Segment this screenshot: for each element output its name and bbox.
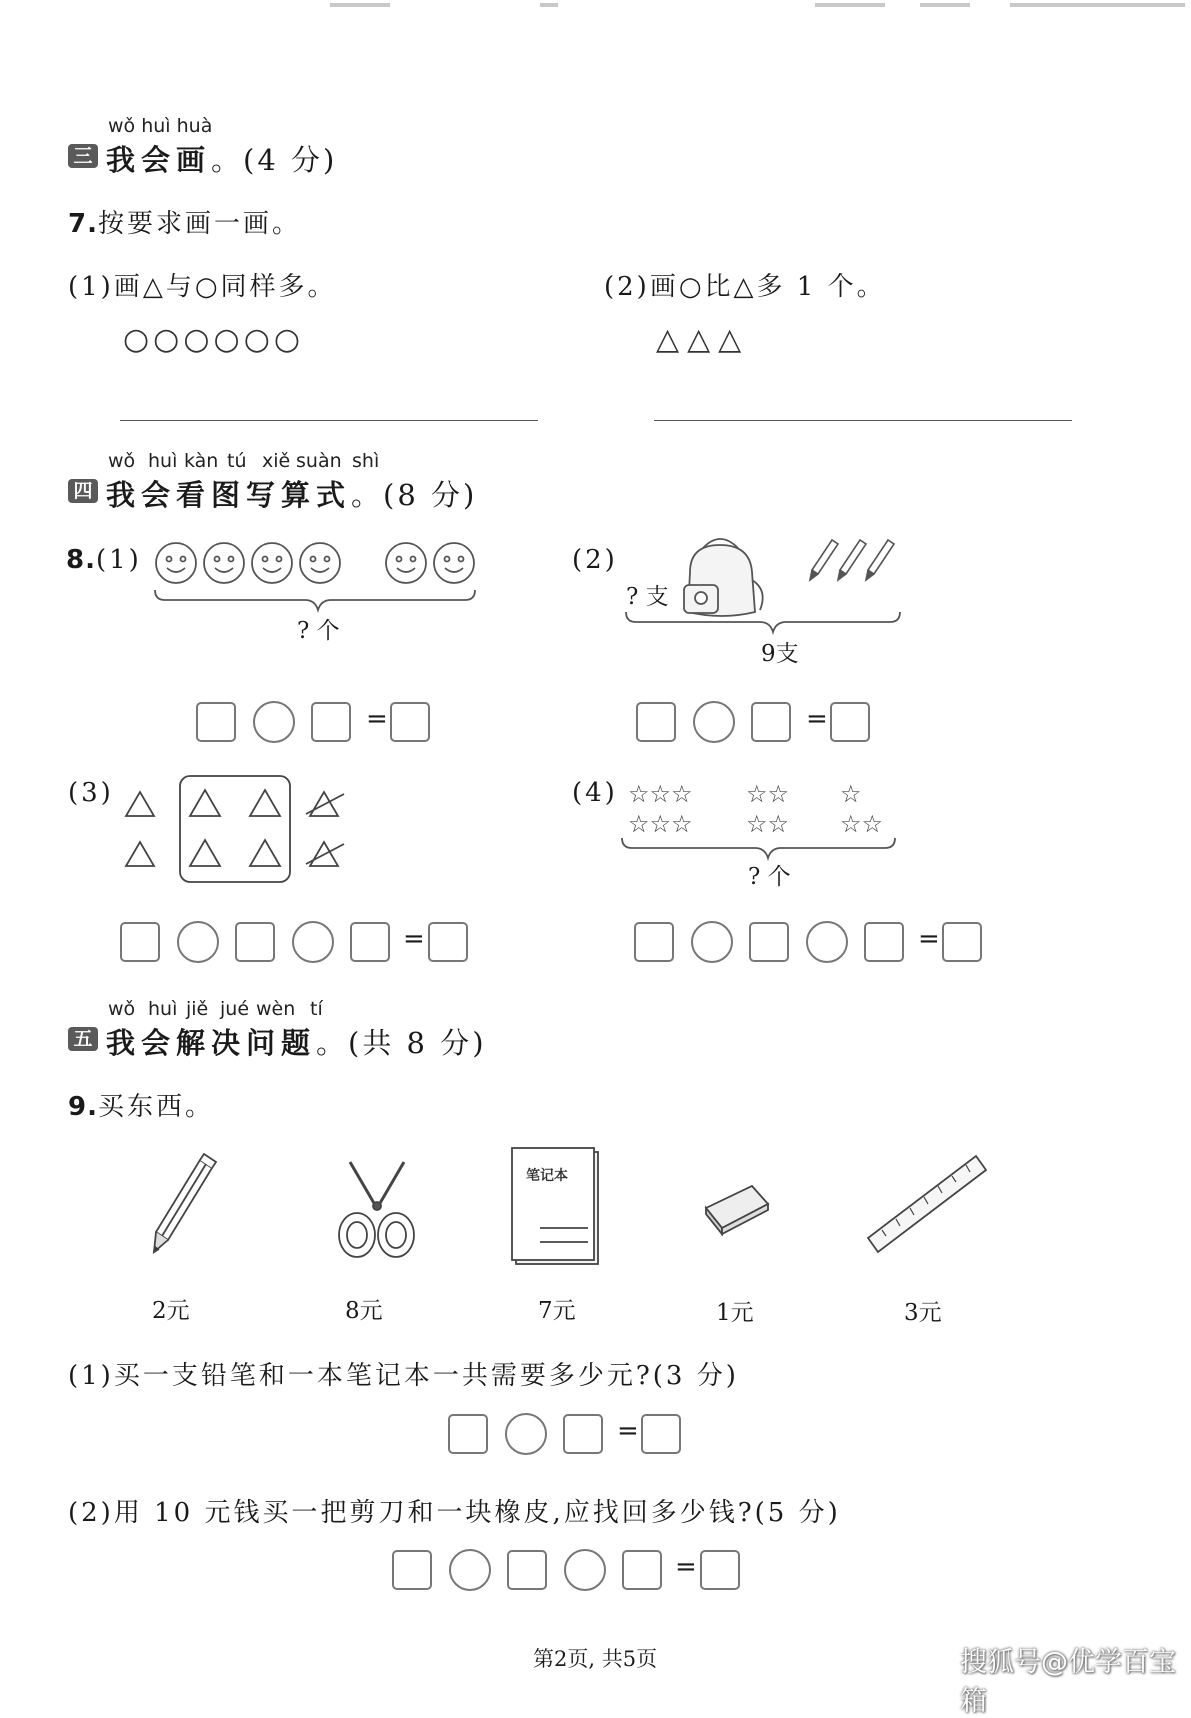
eraser-price: 1元 <box>716 1300 754 1326</box>
answer-box[interactable] <box>830 702 870 742</box>
star-icon: ☆ <box>840 780 862 808</box>
smiley-face-icon <box>386 543 426 583</box>
q7-part1-label: (1)画△与○同样多。 <box>68 272 337 302</box>
pinyin-xie: xiě <box>262 450 291 472</box>
answer-box[interactable] <box>864 922 904 962</box>
section4-title <box>106 473 477 514</box>
q7-part1-circles: ○○○○○○ <box>123 322 305 357</box>
answer-box[interactable] <box>749 922 789 962</box>
pinyin-jie: jiě <box>186 998 209 1020</box>
q9-sub1: (1)买一支铅笔和一本笔记本一共需要多少元?(3 分) <box>68 1361 739 1391</box>
equals-sign: = <box>403 924 425 954</box>
answer-box[interactable] <box>428 922 468 962</box>
pencil-icon <box>154 1154 216 1252</box>
triangle-icon <box>250 840 280 866</box>
answer-box[interactable] <box>700 1550 740 1590</box>
equals-sign: = <box>366 704 388 734</box>
q8-p3-label: (3) <box>68 778 114 808</box>
smiley-face-icon <box>434 543 474 583</box>
section4-score: 。(8 分) <box>351 478 478 512</box>
answer-box[interactable] <box>641 1414 681 1454</box>
q8-p2-unknown-label: ? 支 <box>626 584 669 610</box>
pinyin-wen: wèn <box>256 998 296 1020</box>
star-icon: ☆☆ <box>746 780 790 808</box>
watermark: 搜狐号@优学百宝箱 <box>960 1647 1176 1717</box>
answer-box[interactable] <box>390 702 430 742</box>
star-icon: ☆☆ <box>840 810 884 838</box>
operator-circle[interactable] <box>505 1413 547 1455</box>
answer-box[interactable] <box>507 1550 547 1590</box>
notebook-icon <box>512 1148 598 1264</box>
notebook-cover-text: 笔记本 <box>526 1168 568 1184</box>
operator-circle[interactable] <box>806 921 848 963</box>
q7-number: 7. <box>68 209 98 239</box>
q8-p2-total-label: 9支 <box>761 641 799 667</box>
notebook-price: 7元 <box>538 1298 576 1324</box>
section5-score: 。(共 8 分) <box>316 1026 487 1060</box>
q9-sub2: (2)用 10 元钱买一把剪刀和一块橡皮,应找回多少钱?(5 分) <box>68 1498 841 1528</box>
section4-title-text: 我会看图写算式 <box>106 478 352 512</box>
triangle-icon <box>250 790 280 816</box>
crossed-triangle-icon <box>306 792 344 816</box>
pinyin-jue: jué <box>220 998 250 1020</box>
answer-box[interactable] <box>311 702 351 742</box>
section3-title-text: 我会画 <box>106 143 212 177</box>
smiley-face-icon <box>300 543 340 583</box>
pinyin-suan: suàn <box>296 450 342 472</box>
crossed-triangle-icon <box>306 842 344 866</box>
triangle-icon <box>126 842 154 866</box>
q8-p4-label: (4) <box>572 778 618 808</box>
star-icon: ☆☆☆ <box>628 780 693 808</box>
equals-sign: = <box>675 1552 697 1582</box>
q7-prompt <box>68 203 301 240</box>
smiley-face-icon <box>204 543 244 583</box>
section3-score: 。(4 分) <box>211 143 338 177</box>
section3-title <box>106 138 337 179</box>
ruler-icon <box>868 1156 986 1252</box>
q8-num: 8. <box>66 545 96 575</box>
operator-circle[interactable] <box>449 1549 491 1591</box>
section3-pinyin: wǒ huì huà <box>108 115 213 137</box>
scan-top-edge <box>0 0 1191 10</box>
q8-p1-brace-label: ? 个 <box>297 618 340 644</box>
q9-number: 9. <box>68 1092 98 1122</box>
pinyin-ti: tí <box>310 998 323 1020</box>
operator-circle[interactable] <box>693 701 735 743</box>
answer-box[interactable] <box>636 702 676 742</box>
eraser-icon <box>706 1186 768 1234</box>
brace-icon <box>626 612 900 632</box>
brace-icon <box>155 590 475 610</box>
q8-p4-brace-label: ? 个 <box>748 864 791 890</box>
answer-box[interactable] <box>120 922 160 962</box>
q7-part1-answer-line[interactable] <box>120 420 538 421</box>
pencil-icon <box>866 540 894 580</box>
answer-box[interactable] <box>751 702 791 742</box>
answer-box[interactable] <box>350 922 390 962</box>
pinyin-wo: wǒ <box>108 998 136 1020</box>
answer-box[interactable] <box>563 1414 603 1454</box>
equals-sign: = <box>617 1416 639 1446</box>
equals-sign: = <box>918 924 940 954</box>
section5-title <box>106 1021 487 1062</box>
q7-part2-label: (2)画○比△多 1 个。 <box>604 272 886 302</box>
operator-circle[interactable] <box>253 701 295 743</box>
operator-circle[interactable] <box>691 921 733 963</box>
operator-circle[interactable] <box>177 921 219 963</box>
scissors-icon <box>339 1162 414 1257</box>
page-footer: 第2页, 共5页 <box>533 1647 658 1671</box>
answer-box[interactable] <box>448 1414 488 1454</box>
q9-prompt <box>68 1086 214 1123</box>
pencil-icon <box>810 540 838 580</box>
answer-box[interactable] <box>196 702 236 742</box>
section3-badge: 三 <box>68 144 98 168</box>
triangle-icon <box>190 790 220 816</box>
operator-circle[interactable] <box>292 921 334 963</box>
smiley-face-icon <box>156 543 196 583</box>
triangle-icon <box>126 792 154 816</box>
q7-text: 按要求画一画。 <box>97 209 301 239</box>
operator-circle[interactable] <box>564 1549 606 1591</box>
answer-box[interactable] <box>392 1550 432 1590</box>
answer-box[interactable] <box>634 922 674 962</box>
pinyin-tu: tú <box>227 450 247 472</box>
q7-part2-triangles: △△△ <box>656 322 750 357</box>
q8-number <box>66 545 142 575</box>
q7-part2-answer-line[interactable] <box>654 420 1072 421</box>
pencil-price: 2元 <box>152 1298 190 1324</box>
answer-box[interactable] <box>235 922 275 962</box>
q8-p1-label: (1) <box>95 545 142 575</box>
triangle-icon <box>190 840 220 866</box>
star-icon: ☆☆ <box>746 810 790 838</box>
star-icon: ☆☆☆ <box>628 810 693 838</box>
answer-box[interactable] <box>622 1550 662 1590</box>
smiley-face-icon <box>252 543 292 583</box>
pinyin-hui: huì <box>148 998 178 1020</box>
pinyin-hui: huì <box>148 450 178 472</box>
ruler-price: 3元 <box>904 1300 942 1326</box>
section4-badge: 四 <box>68 479 98 503</box>
section5-badge: 五 <box>68 1027 98 1051</box>
q8-p2-label: (2) <box>572 545 618 575</box>
equals-sign: = <box>806 704 828 734</box>
pinyin-shi: shì <box>352 450 380 472</box>
section5-title-text: 我会解决问题 <box>106 1026 317 1060</box>
brace-icon <box>622 838 895 858</box>
pinyin-wo: wǒ <box>108 450 136 472</box>
pinyin-kan: kàn <box>184 450 219 472</box>
q9-text: 买东西。 <box>97 1092 214 1122</box>
scissors-price: 8元 <box>345 1298 383 1324</box>
pencil-icon <box>838 540 866 580</box>
answer-box[interactable] <box>942 922 982 962</box>
